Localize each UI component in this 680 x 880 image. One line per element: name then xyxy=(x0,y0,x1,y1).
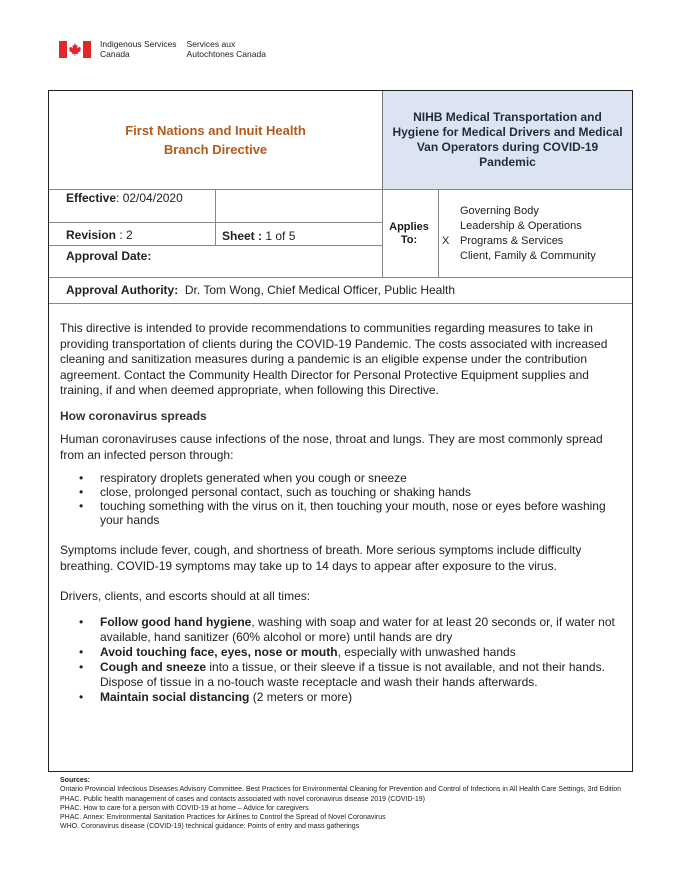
effective-label: Effective xyxy=(66,191,117,205)
canada-flag-icon xyxy=(59,41,91,58)
approval-authority xyxy=(66,283,455,297)
spread-paragraph: Human coronaviruses cause infections of the nose, throat and lungs. They are most commonly spread from an infected person through: xyxy=(60,432,603,462)
practice-title: Cough and sneeze xyxy=(100,659,207,674)
revision-value: : 2 xyxy=(116,228,133,242)
intro-paragraph: This directive is intended to provide recommendations to communities regarding measures to take in providing transportation of clients during the COVID-19 Pandemic. The costs associated with increased cleaning and sanitization measures during a pandemic is an eligible expense under the contribution agreement. Contact the Community Health Director for Personal Protective Equipment supplies and training, if and when deemed appropriate, when following this Directive. xyxy=(60,321,608,397)
dept-fr-line1: Services aux xyxy=(186,39,236,49)
list-item: • close, prolonged personal contact, such as touching or shaking hands xyxy=(60,485,626,499)
department-name-fr xyxy=(187,40,266,59)
department-name-en xyxy=(100,40,177,59)
document-title: NIHB Medical Transportation and Hygiene for Medical Drivers and Medical Van Operators during COVID-19 Pandemic xyxy=(382,91,632,189)
effective-value: : 02/04/2020 xyxy=(116,191,183,205)
branch-title-line1: First Nations and Inuit Health xyxy=(125,123,306,138)
spread-heading: How coronavirus spreads xyxy=(60,408,207,423)
applies-option xyxy=(442,220,582,232)
dept-en-line1: Indigenous Services xyxy=(100,39,177,49)
source-item: Ontario Provincial Infectious Diseases Advisory Committee. Best Practices for Environmental Cleaning for Prevention and Control of Infections in All Health Care Settings, 3rd Edition xyxy=(60,786,622,794)
applies-option xyxy=(442,250,596,262)
practice-title: Maintain social distancing xyxy=(100,689,250,704)
list-item xyxy=(60,615,626,645)
approval-date-label: Approval Date: xyxy=(66,249,152,263)
practice-text: (2 meters or more) xyxy=(249,689,353,704)
source-item: PHAC. Public health management of cases and contacts associated with novel coronavirus disease 2019 (COVID-19) xyxy=(60,795,425,803)
directive-body xyxy=(60,321,626,705)
sheet-label: Sheet : xyxy=(222,229,263,243)
option-mark: X xyxy=(442,235,450,247)
list-item: • touching something with the virus on it, then touching your mouth, nose or eyes before washing your hands xyxy=(60,499,626,527)
spread-list xyxy=(60,471,626,527)
branch-title-line2: Branch Directive xyxy=(163,142,268,157)
practices-list xyxy=(60,615,626,705)
divider xyxy=(215,189,216,245)
source-item: PHAC. How to care for a person with COVID-19 at home – Advice for caregivers xyxy=(60,804,309,812)
source-item: PHAC. Annex: Environmental Sanitation Practices for Airlines to Control the Spread of Novel Coronavirus xyxy=(60,814,386,822)
list-item xyxy=(60,660,626,690)
approval-authority-value: Dr. Tom Wong, Chief Medical Officer, Public Health xyxy=(184,283,456,297)
option-label: Client, Family & Community xyxy=(460,250,596,262)
practice-text: , washing with soap and water for at least 20 seconds or, if water not available, hand sanitizer (60% alcohol or more) until hands are dry xyxy=(100,614,615,644)
option-label: Leadership & Operations xyxy=(460,220,582,232)
drivers-paragraph: Drivers, clients, and escorts should at all times: xyxy=(60,589,311,603)
divider xyxy=(49,303,632,304)
directive-document xyxy=(48,90,633,772)
approval-date xyxy=(66,249,151,263)
practice-title: Avoid touching face, eyes, nose or mouth xyxy=(100,644,338,659)
source-item: WHO. Coronavirus disease (COVID-19) technical guidance: Points of entry and mass gatherings xyxy=(60,823,360,831)
practice-text: into a tissue, or their sleeve if a tissue is not available, and not their hands. Dispose of tissue in a no-touch waste receptacle and wash their hands afterwards. xyxy=(100,659,605,689)
divider xyxy=(49,189,632,190)
sources-footnote xyxy=(60,776,640,832)
option-label: Programs & Services xyxy=(460,235,564,247)
page-header xyxy=(59,40,266,60)
list-item: • respiratory droplets generated when you cough or sneeze xyxy=(60,471,626,485)
applies-to-label: Applies To: xyxy=(389,221,429,246)
applies-option xyxy=(442,235,563,247)
divider xyxy=(49,277,632,278)
option-label: Governing Body xyxy=(460,205,539,217)
sheet xyxy=(222,229,295,243)
list-item xyxy=(60,645,626,660)
divider xyxy=(49,245,382,246)
practice-text: , especially with unwashed hands xyxy=(337,644,516,659)
effective-date xyxy=(66,191,183,205)
revision-label: Revision xyxy=(66,228,117,242)
branch-title xyxy=(49,91,382,189)
dept-fr-line2: Autochtones Canada xyxy=(186,48,266,59)
list-item xyxy=(60,690,626,705)
symptoms-paragraph: Symptoms include fever, cough, and shortness of breath. More serious symptoms include difficulty breathing. COVID-19 symptoms may take up to 14 days to appear after exposure to the virus. xyxy=(60,543,582,573)
revision xyxy=(66,228,133,242)
applies-option xyxy=(442,205,539,217)
dept-en-line2: Canada xyxy=(100,48,130,59)
approval-authority-label: Approval Authority: xyxy=(66,283,179,297)
sheet-value: 1 of 5 xyxy=(262,229,296,243)
sources-heading: Sources: xyxy=(60,777,90,784)
practice-title: Follow good hand hygiene xyxy=(100,614,252,629)
divider xyxy=(382,189,383,277)
divider xyxy=(49,222,382,223)
divider xyxy=(438,189,439,277)
